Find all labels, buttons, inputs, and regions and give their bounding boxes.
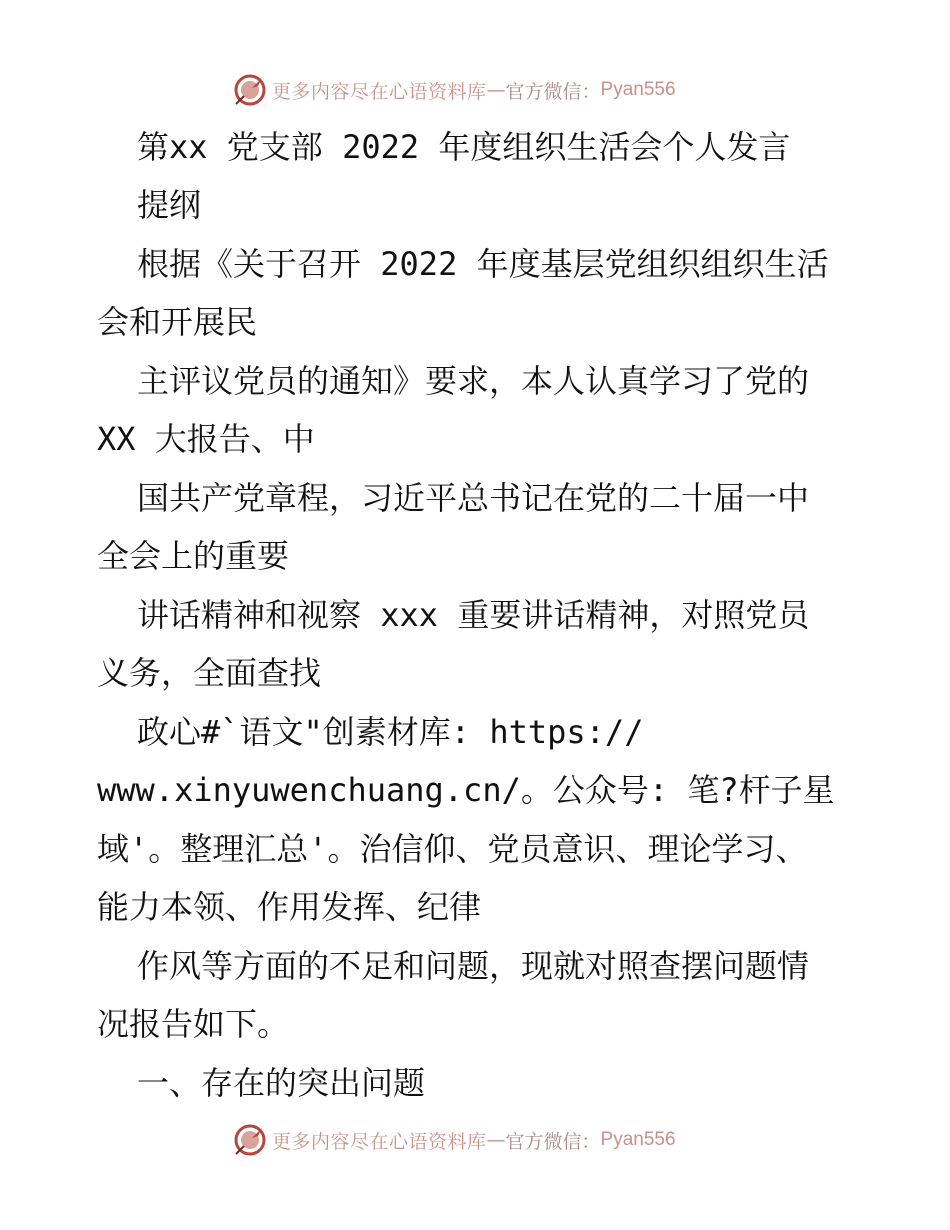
text-line: 主评议党员的通知》要求，本人认真学习了党的 [137, 362, 810, 400]
text-line: 讲话精神和视察 xxx 重要讲话精神，对照党员 [137, 596, 810, 634]
quill-logo-icon [232, 72, 268, 108]
text-line: 作风等方面的不足和问题，现就对照查摆问题情 [137, 947, 810, 985]
footer-banner [232, 1120, 676, 1160]
text-line: 第xx 党支部 2022 年度组织生活会个人发言 [137, 128, 791, 166]
text-line: www.xinyuwenchuang.cn/。公众号: 笔?杆子星 [97, 771, 835, 809]
text-line: 政心#`语文"创素材库: https:// [137, 713, 644, 751]
section-heading: 一、存在的突出问题 [137, 1064, 426, 1102]
text-line: 根据《关于召开 2022 年度基层党组织组织生活 [137, 245, 829, 283]
banner-wechat-id: Pyan556 [600, 1129, 676, 1150]
quill-logo-icon [232, 1122, 268, 1158]
text-line: 义务，全面查找 [97, 654, 322, 692]
banner-main-text: 更多内容尽在心语资料库 [272, 80, 487, 103]
text-line: 全会上的重要 [97, 537, 290, 575]
text-line: 提纲 [137, 186, 202, 224]
text-line: 域'。整理汇总'。治信仰、党员意识、理论学习、 [97, 830, 808, 868]
banner-dash: — [486, 1129, 506, 1151]
banner-main-text: 更多内容尽在心语资料库 [272, 1130, 487, 1153]
text-line: 国共产党章程，习近平总书记在党的二十届一中 [137, 479, 810, 517]
banner-dash: — [486, 79, 506, 101]
banner-wechat-label: 官方微信： [505, 80, 601, 103]
header-banner [232, 70, 676, 110]
banner-wechat-label: 官方微信： [505, 1130, 601, 1153]
text-line: 会和开展民 [97, 303, 258, 341]
banner-wechat-id: Pyan556 [600, 79, 676, 100]
text-line: XX 大报告、中 [97, 420, 315, 458]
text-line: 能力本领、作用发挥、纪律 [97, 888, 482, 926]
text-line: 况报告如下。 [97, 1005, 290, 1043]
